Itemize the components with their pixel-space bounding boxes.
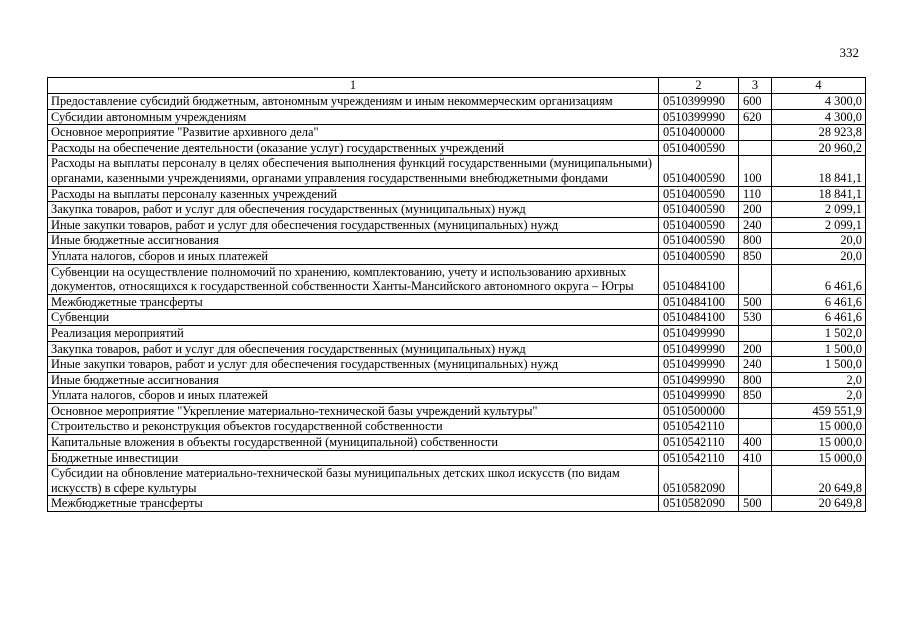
table-row — [48, 186, 866, 202]
row-sum-cell: 4 300,0 — [772, 94, 866, 110]
row-sum-cell: 1 502,0 — [772, 325, 866, 341]
row-name-cell: Бюджетные инвестиции — [48, 450, 659, 466]
row-sum-cell: 28 923,8 — [772, 125, 866, 141]
row-sum-cell: 15 000,0 — [772, 435, 866, 451]
table-row — [48, 372, 866, 388]
row-sum-cell: 20,0 — [772, 248, 866, 264]
table-row — [48, 202, 866, 218]
row-sum-cell: 459 551,9 — [772, 403, 866, 419]
row-code-cell: 0510484100 — [659, 310, 739, 326]
row-name-cell: Расходы на выплаты персоналу в целях обеспечения выполнения функций государственными (муниципальными) органами, казенными учреждениями, органами управления государственными внебюджетными фондами — [48, 156, 659, 186]
table-body — [48, 94, 866, 512]
row-name-cell: Субсидии автономным учреждениям — [48, 109, 659, 125]
row-type-cell: 240 — [739, 357, 772, 373]
row-code-cell: 0510542110 — [659, 419, 739, 435]
row-type-cell: 530 — [739, 310, 772, 326]
row-sum-cell: 15 000,0 — [772, 419, 866, 435]
table-row — [48, 419, 866, 435]
row-sum-cell: 15 000,0 — [772, 450, 866, 466]
table-row — [48, 217, 866, 233]
row-type-cell — [739, 140, 772, 156]
row-type-cell: 410 — [739, 450, 772, 466]
table-row — [48, 388, 866, 404]
row-code-cell: 0510499990 — [659, 357, 739, 373]
row-code-cell: 0510542110 — [659, 450, 739, 466]
row-name-cell: Субвенции на осуществление полномочий по хранению, комплектованию, учету и использованию архивных документов, относящихся к государственной собственности Ханты-Мансийского автономного округа – Югры — [48, 264, 659, 294]
table-row — [48, 156, 866, 186]
row-type-cell: 110 — [739, 186, 772, 202]
row-type-cell: 800 — [739, 372, 772, 388]
table-row — [48, 466, 866, 496]
row-code-cell: 0510400590 — [659, 186, 739, 202]
table-row — [48, 310, 866, 326]
row-sum-cell: 20 649,8 — [772, 496, 866, 512]
row-sum-cell: 2,0 — [772, 372, 866, 388]
row-code-cell: 0510399990 — [659, 94, 739, 110]
table-row — [48, 403, 866, 419]
row-name-cell: Закупка товаров, работ и услуг для обеспечения государственных (муниципальных) нужд — [48, 341, 659, 357]
row-name-cell: Предоставление субсидий бюджетным, автономным учреждениям и иным некоммерческим организациям — [48, 94, 659, 110]
row-sum-cell: 2,0 — [772, 388, 866, 404]
row-type-cell: 240 — [739, 217, 772, 233]
header-col-2: 2 — [659, 78, 739, 94]
row-sum-cell: 6 461,6 — [772, 310, 866, 326]
row-type-cell: 500 — [739, 294, 772, 310]
table-row — [48, 325, 866, 341]
table-row — [48, 109, 866, 125]
row-name-cell: Субсидии на обновление материально-технической базы муниципальных детских школ искусств (по видам искусств) в сфере культуры — [48, 466, 659, 496]
row-code-cell: 0510500000 — [659, 403, 739, 419]
table-row — [48, 294, 866, 310]
row-sum-cell: 1 500,0 — [772, 357, 866, 373]
row-type-cell — [739, 125, 772, 141]
row-sum-cell: 2 099,1 — [772, 202, 866, 218]
row-name-cell: Расходы на обеспечение деятельности (оказание услуг) государственных учреждений — [48, 140, 659, 156]
table-row — [48, 140, 866, 156]
table-header — [48, 78, 866, 94]
row-code-cell: 0510582090 — [659, 466, 739, 496]
row-code-cell: 0510542110 — [659, 435, 739, 451]
row-sum-cell: 6 461,6 — [772, 264, 866, 294]
row-code-cell: 0510582090 — [659, 496, 739, 512]
row-name-cell: Реализация мероприятий — [48, 325, 659, 341]
row-type-cell — [739, 325, 772, 341]
budget-table — [47, 77, 866, 512]
row-type-cell: 800 — [739, 233, 772, 249]
row-code-cell: 0510484100 — [659, 294, 739, 310]
row-type-cell — [739, 264, 772, 294]
row-code-cell: 0510400590 — [659, 217, 739, 233]
row-name-cell: Иные бюджетные ассигнования — [48, 372, 659, 388]
row-name-cell: Основное мероприятие "Укрепление материально-технической базы учреждений культуры" — [48, 403, 659, 419]
table-row — [48, 125, 866, 141]
row-type-cell — [739, 419, 772, 435]
row-name-cell: Закупка товаров, работ и услуг для обеспечения государственных (муниципальных) нужд — [48, 202, 659, 218]
row-code-cell: 0510400590 — [659, 156, 739, 186]
header-row — [48, 78, 866, 94]
row-sum-cell: 2 099,1 — [772, 217, 866, 233]
row-name-cell: Основное мероприятие "Развитие архивного дела" — [48, 125, 659, 141]
row-name-cell: Уплата налогов, сборов и иных платежей — [48, 388, 659, 404]
row-type-cell: 500 — [739, 496, 772, 512]
table-row — [48, 264, 866, 294]
header-col-3: 3 — [739, 78, 772, 94]
header-col-4: 4 — [772, 78, 866, 94]
row-type-cell: 200 — [739, 202, 772, 218]
row-name-cell: Капитальные вложения в объекты государственной (муниципальной) собственности — [48, 435, 659, 451]
row-code-cell: 0510499990 — [659, 325, 739, 341]
table-row — [48, 357, 866, 373]
row-code-cell: 0510499990 — [659, 341, 739, 357]
row-type-cell: 850 — [739, 388, 772, 404]
row-name-cell: Расходы на выплаты персоналу казенных учреждений — [48, 186, 659, 202]
table-row — [48, 450, 866, 466]
page-number: 332 — [839, 45, 859, 60]
row-name-cell: Межбюджетные трансферты — [48, 294, 659, 310]
row-sum-cell: 1 500,0 — [772, 341, 866, 357]
table-row — [48, 248, 866, 264]
row-type-cell — [739, 403, 772, 419]
row-type-cell: 100 — [739, 156, 772, 186]
row-code-cell: 0510499990 — [659, 388, 739, 404]
row-name-cell: Уплата налогов, сборов и иных платежей — [48, 248, 659, 264]
table-row — [48, 435, 866, 451]
row-sum-cell: 20 649,8 — [772, 466, 866, 496]
row-code-cell: 0510400590 — [659, 233, 739, 249]
row-type-cell: 850 — [739, 248, 772, 264]
table-row — [48, 496, 866, 512]
row-sum-cell: 18 841,1 — [772, 156, 866, 186]
row-type-cell: 600 — [739, 94, 772, 110]
table-row — [48, 233, 866, 249]
table-row — [48, 94, 866, 110]
row-sum-cell: 18 841,1 — [772, 186, 866, 202]
table-row — [48, 341, 866, 357]
row-sum-cell: 20,0 — [772, 233, 866, 249]
row-code-cell: 0510399990 — [659, 109, 739, 125]
row-code-cell: 0510400590 — [659, 248, 739, 264]
row-code-cell: 0510400590 — [659, 140, 739, 156]
header-col-1: 1 — [48, 78, 659, 94]
row-type-cell: 200 — [739, 341, 772, 357]
row-name-cell: Субвенции — [48, 310, 659, 326]
row-sum-cell: 6 461,6 — [772, 294, 866, 310]
row-code-cell: 0510400000 — [659, 125, 739, 141]
row-sum-cell: 4 300,0 — [772, 109, 866, 125]
row-name-cell: Иные закупки товаров, работ и услуг для обеспечения государственных (муниципальных) нужд — [48, 357, 659, 373]
row-name-cell: Строительство и реконструкция объектов государственной собственности — [48, 419, 659, 435]
row-code-cell: 0510484100 — [659, 264, 739, 294]
row-name-cell: Иные бюджетные ассигнования — [48, 233, 659, 249]
row-type-cell: 620 — [739, 109, 772, 125]
row-name-cell: Иные закупки товаров, работ и услуг для обеспечения государственных (муниципальных) нужд — [48, 217, 659, 233]
row-type-cell: 400 — [739, 435, 772, 451]
row-name-cell: Межбюджетные трансферты — [48, 496, 659, 512]
row-code-cell: 0510499990 — [659, 372, 739, 388]
row-code-cell: 0510400590 — [659, 202, 739, 218]
row-type-cell — [739, 466, 772, 496]
row-sum-cell: 20 960,2 — [772, 140, 866, 156]
